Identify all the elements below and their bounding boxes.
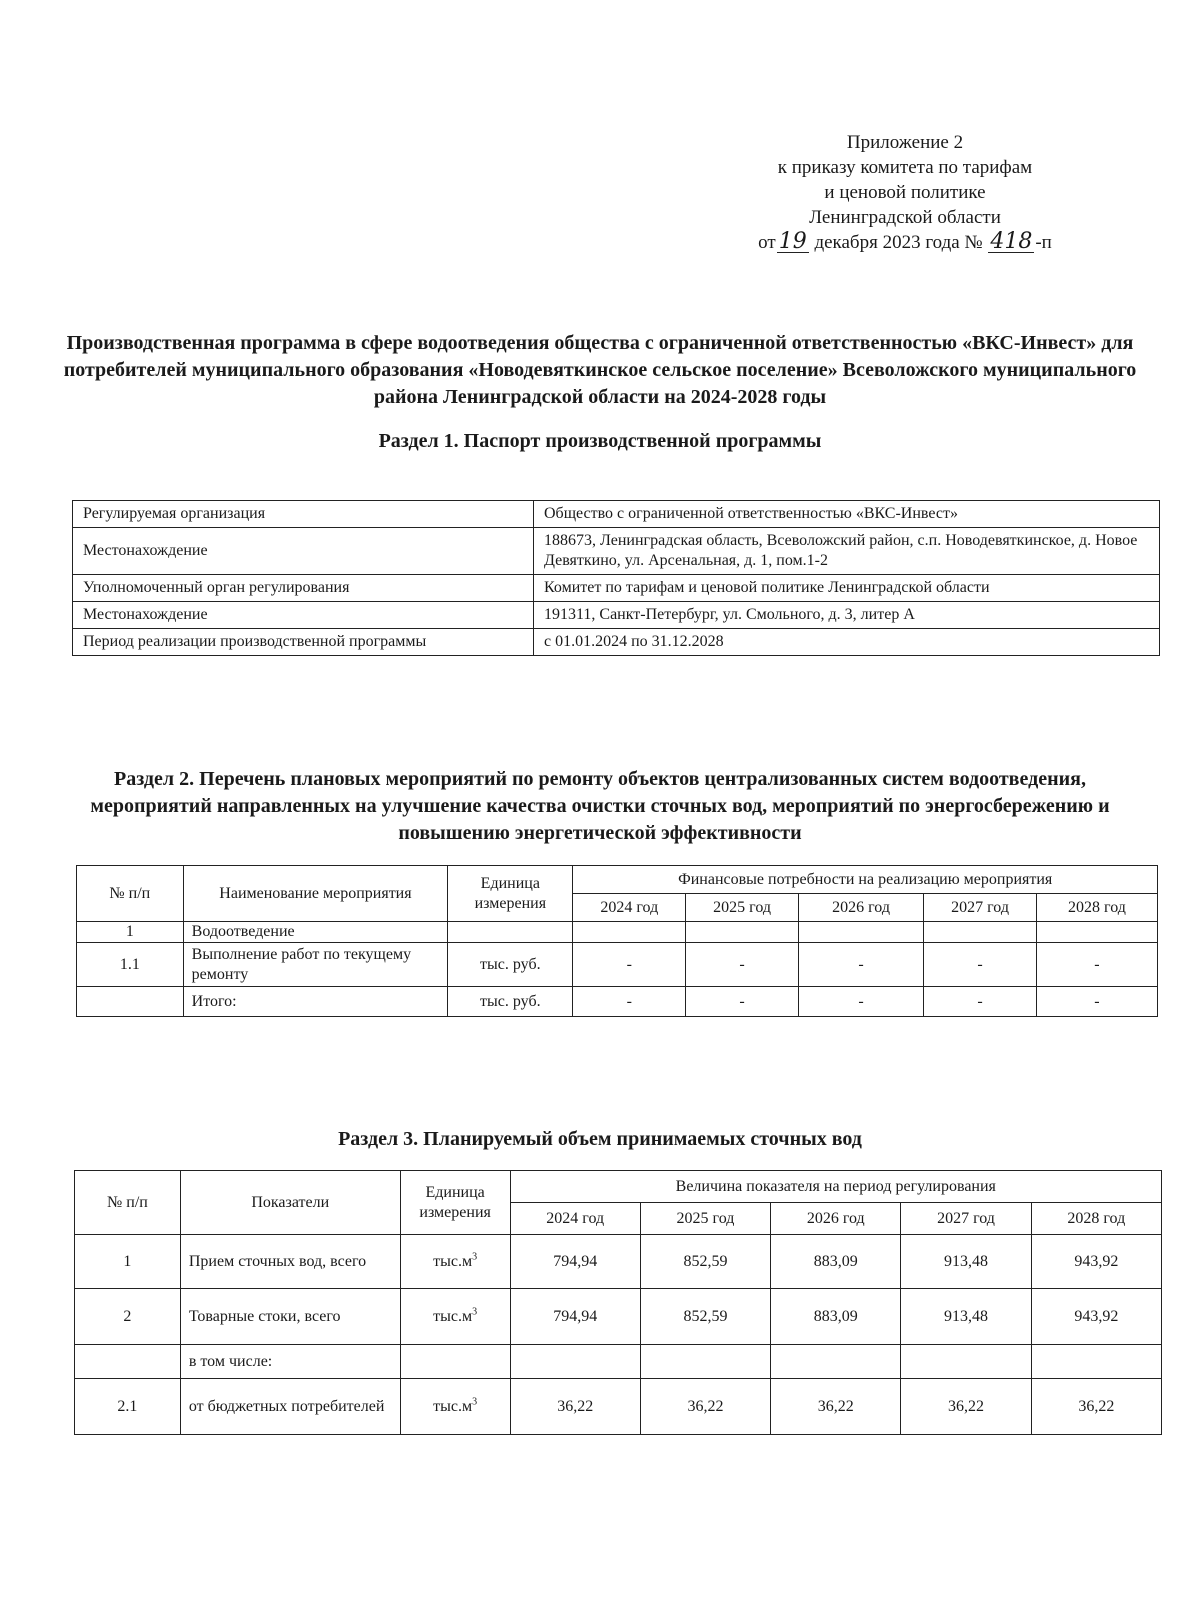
row-value (901, 1345, 1031, 1379)
header-num: № п/п (77, 866, 184, 922)
row-num: 2.1 (75, 1379, 181, 1435)
approval-line: Ленинградской области (809, 207, 1001, 228)
row-value: 36,22 (640, 1379, 770, 1435)
unit-superscript: 3 (472, 1396, 478, 1408)
passport-label: Уполномоченный орган регулирования (73, 575, 534, 602)
row-value (640, 1345, 770, 1379)
passport-value: 191311, Санкт-Петербург, ул. Смольного, д. 3, литер А (534, 602, 1160, 629)
document-title: Производственная программа в сфере водоотведения общества с ограниченной ответственностью «ВКС-Инвест» для потребителей муниципального образования «Новодевяткинское сельское поселение» Всеволожского муниципального района Ленинградской области на 2024-2028 годы (63, 332, 1137, 408)
section2-title: Раздел 2. Перечень плановых мероприятий по ремонту объектов централизованных систем водоотведения, мероприятий направленных на улучшение качества очистки сточных вод, мероприятий по энергосбережению и повышению энергетической эффективности (90, 768, 1110, 844)
passport-row (73, 528, 1160, 575)
table-row (75, 1235, 1162, 1289)
row-num (77, 987, 184, 1017)
row-unit: тыс. руб. (448, 943, 573, 987)
row-value: - (924, 987, 1037, 1017)
row-value (686, 922, 799, 943)
passport-row (73, 501, 1160, 528)
table-row (75, 1379, 1162, 1435)
row-value: 36,22 (771, 1379, 901, 1435)
row-unit (400, 1289, 510, 1345)
row-unit (448, 922, 573, 943)
date-rest: декабря 2023 года № (814, 232, 983, 253)
header-year: 2027 год (901, 1203, 1031, 1235)
measures-table (76, 865, 1158, 1017)
passport-row (73, 575, 1160, 602)
row-value (1031, 1345, 1161, 1379)
row-value: - (799, 943, 924, 987)
row-name: Итого: (183, 987, 448, 1017)
row-num: 1.1 (77, 943, 184, 987)
row-value: 943,92 (1031, 1235, 1161, 1289)
header-unit: Единица измерения (448, 866, 573, 922)
table-row (75, 1345, 1162, 1379)
row-value: - (573, 987, 686, 1017)
row-value (1036, 922, 1157, 943)
row-value: 913,48 (901, 1235, 1031, 1289)
row-value: - (686, 987, 799, 1017)
row-num: 1 (77, 922, 184, 943)
approval-date-line (690, 230, 1120, 255)
unit-superscript: 3 (472, 1251, 478, 1263)
row-num (75, 1345, 181, 1379)
section3-title: Раздел 3. Планируемый объем принимаемых сточных вод (338, 1128, 862, 1150)
unit-base: тыс.м (433, 1397, 473, 1415)
row-value: - (686, 943, 799, 987)
row-value: - (799, 987, 924, 1017)
header-year: 2025 год (686, 894, 799, 922)
row-value (510, 1345, 640, 1379)
passport-label: Регулируемая организация (73, 501, 534, 528)
row-value: - (1036, 943, 1157, 987)
header-group: Финансовые потребности на реализацию мероприятия (573, 866, 1158, 894)
passport-value: с 01.01.2024 по 31.12.2028 (534, 629, 1160, 656)
row-value: 36,22 (510, 1379, 640, 1435)
header-year: 2026 год (799, 894, 924, 922)
row-value: 913,48 (901, 1289, 1031, 1345)
header-group: Величина показателя на период регулирования (510, 1171, 1161, 1203)
row-value: - (924, 943, 1037, 987)
row-value: 36,22 (901, 1379, 1031, 1435)
table-row (77, 943, 1158, 987)
header-year: 2025 год (640, 1203, 770, 1235)
row-value: - (1036, 987, 1157, 1017)
row-num: 1 (75, 1235, 181, 1289)
row-value: - (573, 943, 686, 987)
passport-label: Местонахождение (73, 528, 534, 575)
approval-line: Приложение 2 (846, 132, 964, 153)
header-year: 2027 год (924, 894, 1037, 922)
row-num: 2 (75, 1289, 181, 1345)
header-name: Наименование мероприятия (183, 866, 448, 922)
header-year: 2024 год (510, 1203, 640, 1235)
header-unit: Единица измерения (400, 1171, 510, 1235)
passport-row (73, 602, 1160, 629)
passport-value: Общество с ограниченной ответственностью «ВКС-Инвест» (534, 501, 1160, 528)
table-row (75, 1289, 1162, 1345)
row-value (799, 922, 924, 943)
header-name: Показатели (180, 1171, 400, 1235)
row-value: 36,22 (1031, 1379, 1161, 1435)
row-value: 794,94 (510, 1235, 640, 1289)
passport-label: Местонахождение (73, 602, 534, 629)
order-suffix: -п (1035, 232, 1052, 253)
row-value: 852,59 (640, 1235, 770, 1289)
row-name: Товарные стоки, всего (180, 1289, 400, 1345)
passport-row (73, 629, 1160, 656)
unit-base: тыс.м (433, 1307, 473, 1325)
table-row (77, 987, 1158, 1017)
row-name: в том числе: (180, 1345, 400, 1379)
row-value: 852,59 (640, 1289, 770, 1345)
passport-value: 188673, Ленинградская область, Всеволожский район, с.п. Новодевяткинское, д. Новое Девяткино, ул. Арсенальная, д. 1, пом.1-2 (534, 528, 1160, 575)
header-num: № п/п (75, 1171, 181, 1235)
passport-label: Период реализации производственной программы (73, 629, 534, 656)
approval-line: к приказу комитета по тарифам (777, 157, 1033, 178)
row-value: 943,92 (1031, 1289, 1161, 1345)
header-year: 2024 год (573, 894, 686, 922)
header-year: 2026 год (771, 1203, 901, 1235)
row-name: Водоотведение (183, 922, 448, 943)
date-prefix: от (758, 232, 776, 253)
header-year: 2028 год (1031, 1203, 1161, 1235)
row-unit (400, 1345, 510, 1379)
row-name: Прием сточных вод, всего (180, 1235, 400, 1289)
row-value: 794,94 (510, 1289, 640, 1345)
row-unit: тыс. руб. (448, 987, 573, 1017)
row-value (924, 922, 1037, 943)
header-year: 2028 год (1036, 894, 1157, 922)
handwritten-order-number: 418 (990, 229, 1033, 254)
row-value: 883,09 (771, 1289, 901, 1345)
handwritten-day: 19 (778, 229, 807, 254)
passport-table (72, 500, 1160, 656)
volumes-table (74, 1170, 1162, 1435)
table-row (77, 922, 1158, 943)
row-name: от бюджетных потребителей (180, 1379, 400, 1435)
approval-block (690, 130, 1120, 255)
passport-value: Комитет по тарифам и ценовой политике Ленинградской области (534, 575, 1160, 602)
row-value: 883,09 (771, 1235, 901, 1289)
row-unit (400, 1235, 510, 1289)
row-value (573, 922, 686, 943)
unit-superscript: 3 (472, 1306, 478, 1318)
row-unit (400, 1379, 510, 1435)
row-name: Выполнение работ по текущему ремонту (183, 943, 448, 987)
approval-line: и ценовой политике (824, 182, 986, 203)
section1-title: Раздел 1. Паспорт производственной программы (378, 430, 822, 452)
row-value (771, 1345, 901, 1379)
unit-base: тыс.м (433, 1252, 473, 1270)
